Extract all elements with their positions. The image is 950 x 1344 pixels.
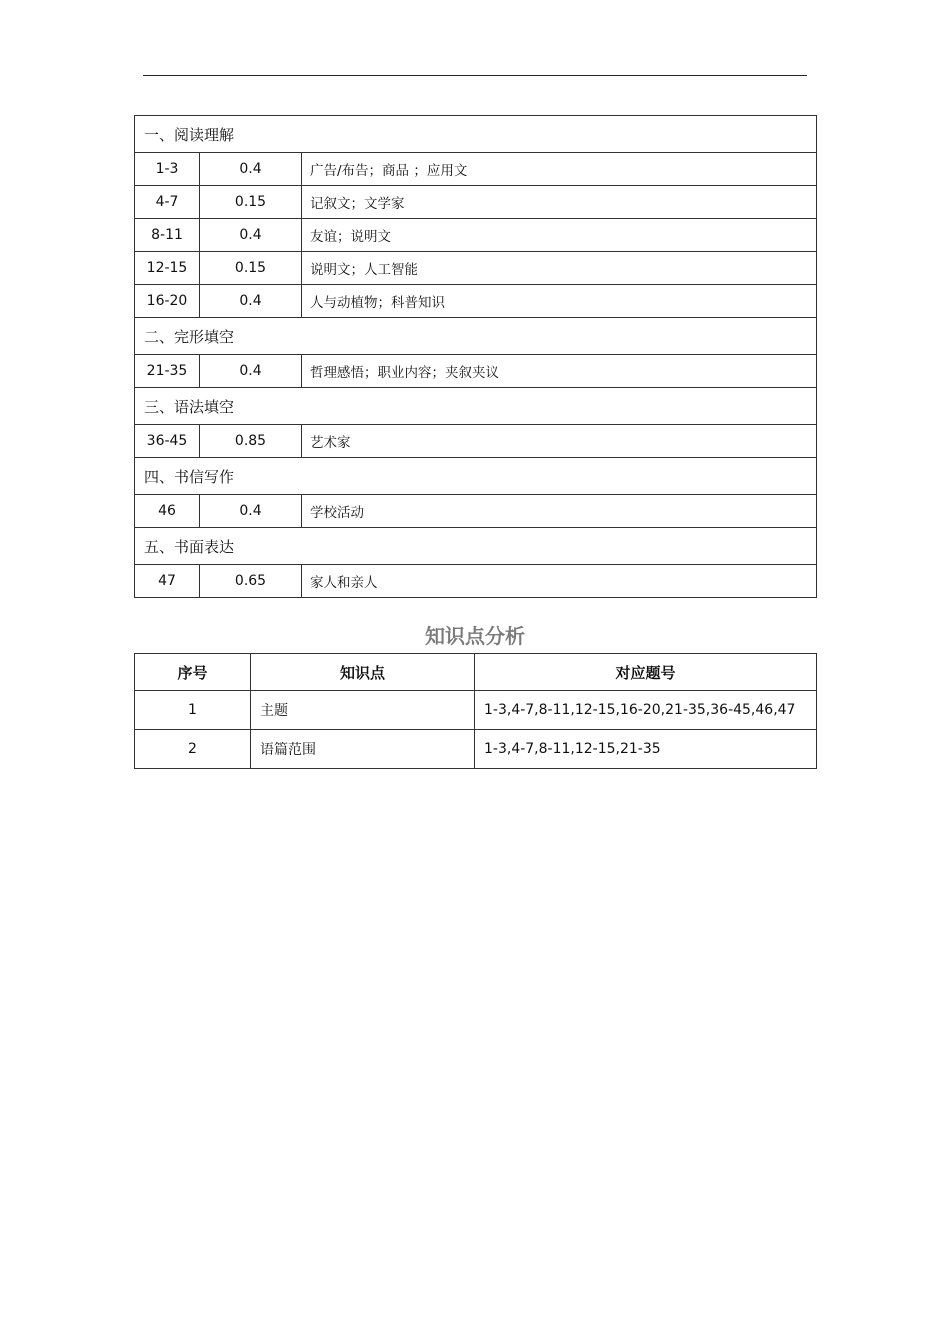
- score-cell: 0.15: [200, 186, 302, 219]
- question-numbers-cell: 1-3,4-7,8-11,12-15,16-20,21-35,36-45,46,47: [475, 691, 817, 730]
- section-header-row: [135, 388, 817, 425]
- table-row: [135, 691, 817, 730]
- header-rule: [143, 75, 807, 76]
- score-cell: 0.15: [200, 252, 302, 285]
- table-row: [135, 730, 817, 769]
- section-header-row: [135, 116, 817, 153]
- question-number-cell: 4-7: [135, 186, 200, 219]
- seq-cell: 2: [135, 730, 251, 769]
- question-number-cell: 21-35: [135, 355, 200, 388]
- header-knowledge-point: 知识点: [251, 654, 475, 691]
- section-title: 二、完形填空: [135, 318, 817, 355]
- topic-cell: 广告/布告；商品 ；应用文: [302, 153, 817, 186]
- section-title: 三、语法填空: [135, 388, 817, 425]
- topic-cell: 记叙文；文学家: [302, 186, 817, 219]
- question-number-cell: 12-15: [135, 252, 200, 285]
- seq-cell: 1: [135, 691, 251, 730]
- header-seq: 序号: [135, 654, 251, 691]
- score-cell: 0.4: [200, 219, 302, 252]
- table-row: [135, 355, 817, 388]
- knowledge-header-row: [135, 654, 817, 691]
- table-row: [135, 153, 817, 186]
- question-number-cell: 16-20: [135, 285, 200, 318]
- section-title: 四、书信写作: [135, 458, 817, 495]
- section-header-row: [135, 458, 817, 495]
- section-header-row: [135, 528, 817, 565]
- table-row: [135, 495, 817, 528]
- topic-cell: 哲理感悟；职业内容；夹叙夹议: [302, 355, 817, 388]
- header-question-numbers: 对应题号: [475, 654, 817, 691]
- topic-cell: 家人和亲人: [302, 565, 817, 598]
- question-numbers-cell: 1-3,4-7,8-11,12-15,21-35: [475, 730, 817, 769]
- score-cell: 0.4: [200, 355, 302, 388]
- knowledge-point-cell: 主题: [251, 691, 475, 730]
- table-row: [135, 565, 817, 598]
- topic-cell: 人与动植物；科普知识: [302, 285, 817, 318]
- table-row: [135, 252, 817, 285]
- question-number-cell: 8-11: [135, 219, 200, 252]
- topic-cell: 艺术家: [302, 425, 817, 458]
- question-number-cell: 47: [135, 565, 200, 598]
- question-number-cell: 46: [135, 495, 200, 528]
- score-cell: 0.65: [200, 565, 302, 598]
- table-row: [135, 425, 817, 458]
- score-cell: 0.4: [200, 495, 302, 528]
- table-row: [135, 285, 817, 318]
- knowledge-point-cell: 语篇范围: [251, 730, 475, 769]
- section-title: 五、书面表达: [135, 528, 817, 565]
- section-title: 一、阅读理解: [135, 116, 817, 153]
- section-header-row: [135, 318, 817, 355]
- table-row: [135, 186, 817, 219]
- question-section-table: [134, 115, 817, 598]
- knowledge-point-table: [134, 653, 817, 769]
- topic-cell: 学校活动: [302, 495, 817, 528]
- score-cell: 0.85: [200, 425, 302, 458]
- knowledge-analysis-title: 知识点分析: [425, 624, 525, 648]
- score-cell: 0.4: [200, 285, 302, 318]
- question-number-cell: 36-45: [135, 425, 200, 458]
- topic-cell: 友谊；说明文: [302, 219, 817, 252]
- score-cell: 0.4: [200, 153, 302, 186]
- topic-cell: 说明文；人工智能: [302, 252, 817, 285]
- table-row: [135, 219, 817, 252]
- question-number-cell: 1-3: [135, 153, 200, 186]
